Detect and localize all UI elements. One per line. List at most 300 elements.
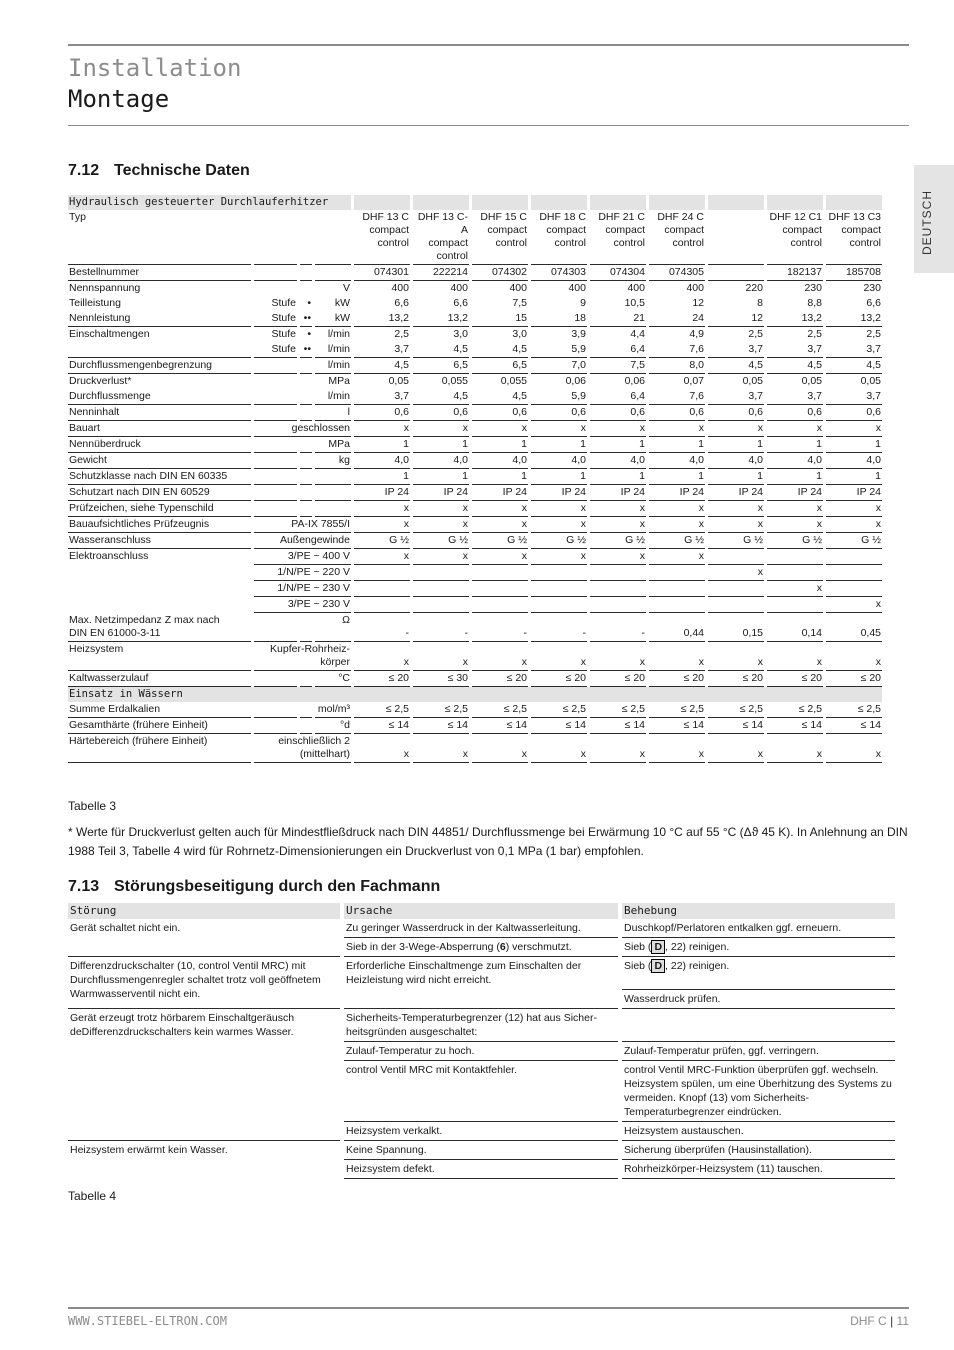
value-cell: 400 [509,282,527,294]
value-cell: 0,055 [441,375,468,387]
value-cell: x [531,517,587,533]
row-unit: PA-IX 7855/I [254,517,351,533]
value-cell: x [649,549,705,565]
value-cell: x [413,501,469,517]
value-cell: x [354,549,410,565]
value-cell: 21 [590,311,646,327]
row-section-wasser [68,687,882,702]
value-cell: ≤ 20 [531,671,587,687]
value-cell: ≤ 14 [826,718,882,734]
row-haertebereich [68,734,882,763]
value-cell: ≤ 14 [767,718,823,734]
value-cell: 1 [413,437,469,453]
page-title: Montage [68,85,170,113]
row-stufe: Stufe [254,311,297,327]
value-cell: x [649,421,705,437]
value-cell: 0,6 [354,405,410,421]
row-label: Elektroanschluss [69,550,149,562]
value-cell: 0,6 [531,405,587,421]
value-cell [531,581,587,597]
value-cell: x [826,501,882,517]
row-stufe [254,453,297,469]
value-cell: G ½ [531,533,587,549]
row-stufe-marker [300,210,312,265]
value-cell: x [413,421,469,437]
row-unit: 1/N/PE ~ 230 V [254,581,351,597]
row-stufe-marker [300,389,312,405]
value-cell: G ½ [472,533,528,549]
value-cell: x [354,501,410,517]
value-cell: IP 24 [413,485,469,501]
value-cell [649,565,705,581]
value-cell: 230 [804,282,822,294]
troubleshooting-table [64,903,899,1179]
value-cell: 4,0 [590,453,646,469]
row-stufe [254,210,297,265]
value-cell: ≤ 2,5 [590,702,646,718]
value-cell: 0,05 [742,375,763,387]
value-cell: ≤ 2,5 [708,702,764,718]
value-cell: DHF 13 C compact control [354,210,410,265]
row-stufe: Stufe [271,297,296,309]
value-cell: 2,5 [807,328,822,340]
row-nennueberdruck [68,437,882,453]
value-cell: 9 [580,297,586,309]
behebung-3d: Heizsystem austauschen. [622,1122,895,1141]
value-cell: 0,6 [767,405,823,421]
value-cell: ≤ 20 [767,671,823,687]
value-cell: 1 [649,469,705,485]
header-spacer [413,195,469,210]
row-stufe-marker [300,265,312,281]
row-unit: Ω [315,613,351,642]
value-cell: 4,0 [767,453,823,469]
row-label: Nenninhalt [68,405,251,421]
ursache-4b: Heizsystem defekt. [344,1160,618,1179]
row-label: Prüfzeichen, siehe Typenschild [68,501,251,517]
row-unit [315,469,351,485]
row-unit: Außengewinde [254,533,351,549]
value-cell: 1 [590,437,646,453]
value-cell [413,581,469,597]
behebung-3c: control Ventil MRC-Funktion überprüfen ggf. wechseln. Heizsystem spülen, um eine Überhitzung des Systems zu vermeiden. Knopf (13) vom Sicherheits-Temperaturbegrenzer eindrücken. [622,1061,895,1122]
row-unit: °d [315,718,351,734]
behebung-2b: Wasserdruck prüfen. [622,990,895,1009]
row-stufe-marker [300,501,312,517]
value-cell: 0,05 [860,375,881,387]
value-cell: 7,6 [649,342,705,358]
value-cell: 1 [649,437,705,453]
row-gewicht [68,453,882,469]
value-cell [708,581,764,597]
row-stufe: Stufe [254,342,297,358]
value-cell: x [649,517,705,533]
value-cell [767,597,823,613]
value-cell: x [472,517,528,533]
value-cell: 074305 [649,265,705,281]
value-cell: 1 [472,437,528,453]
header-spacer [767,195,823,210]
value-cell: - [354,613,410,642]
value-cell: 4,5 [472,389,528,405]
row-stufe-marker [300,702,312,718]
value-cell: ≤ 2,5 [649,702,705,718]
row-unit [315,265,351,281]
stoerung-3: Gerät erzeugt trotz hörbarem Einschaltgeräusch deDifferenzdruckschalters kein warmes Wasser. [68,1009,340,1141]
value-cell: x [531,734,587,763]
value-cell: 8,0 [649,358,705,374]
value-cell: ≤ 14 [472,718,528,734]
row-bestellnummer [68,265,882,281]
row-unit: 3/PE ~ 230 V [254,597,351,613]
value-cell: 15 [472,311,528,327]
value-cell: 230 [863,282,881,294]
value-cell: x [531,549,587,565]
header-spacer [590,195,646,210]
row-stufe-marker [300,405,312,421]
behebung-3a [622,1009,895,1042]
value-cell: x [354,642,410,671]
header-spacer [472,195,528,210]
behebung-3b: Zulauf-Temperatur prüfen, ggf. verringern. [622,1042,895,1061]
row-stufe-marker [300,281,312,296]
value-cell [826,565,882,581]
value-cell: x [413,642,469,671]
value-cell: 12 [692,297,704,309]
row-stufe [254,358,297,374]
value-cell: x [472,642,528,671]
value-cell: 1 [472,469,528,485]
value-cell: 13,2 [354,311,410,327]
row-label: Nennleistung [68,311,251,327]
value-cell [649,581,705,597]
row-wasseranschluss [68,533,882,549]
row-label: Heizsystem [68,642,251,671]
value-cell: 1 [531,437,587,453]
row-unit: geschlossen [254,421,351,437]
value-cell: 4,5 [826,358,882,374]
value-cell: x [708,642,764,671]
row-heizsystem [68,642,882,671]
row-stufe [254,281,297,296]
value-cell: G ½ [708,533,764,549]
value-cell: 0,6 [413,405,469,421]
value-cell: DHF 13 C3 compact control [826,210,882,265]
table-caption-3: Tabelle 3 [68,799,117,813]
value-cell: x [708,565,764,581]
value-cell: 13,2 [413,311,469,327]
row-elektro-1 [68,549,882,565]
row-unit: MPa [315,437,351,453]
row-unit: l/min [327,328,350,340]
value-cell: G ½ [590,533,646,549]
row-stufe [254,702,297,718]
value-cell: ≤ 20 [708,671,764,687]
value-cell: 4,0 [472,453,528,469]
value-cell: 13,2 [767,311,823,327]
value-cell: ≤ 2,5 [472,702,528,718]
value-cell: x [826,734,882,763]
value-cell: x [767,581,823,597]
value-cell: 1 [826,437,882,453]
value-cell: 7,5 [512,297,527,309]
value-cell: G ½ [767,533,823,549]
row-netzimpedanz [68,613,882,642]
value-cell [590,565,646,581]
row-nennleistung [68,311,882,327]
ursache-3a: Sicherheits-Temperaturbegrenzer (12) hat aus Sicherheitsgründen ausgeschaltet: [344,1009,618,1042]
value-cell [354,581,410,597]
value-cell: x [708,501,764,517]
value-cell: 1 [767,437,823,453]
footnote: * Werte für Druckverlust gelten auch für Mindestfließdruck nach DIN 44851/ Durchflussmenge bei Erwärmung 10 °C auf 55 °C (Δϑ 45 K). In Anlehnung an DIN 1988 Teil 3, Tabelle 4 wird für Rohrnetz-Dimensionierungen ein Druckverlust von 0,1 MPa (1 bar) empfohlen. [68,825,908,858]
value-cell: 4,0 [531,453,587,469]
value-cell: 074301 [354,265,410,281]
value-cell: 4,0 [649,453,705,469]
footer-rule [68,1307,909,1309]
value-cell: DHF 15 C compact control [472,210,528,265]
value-cell: x [472,549,528,565]
header-spacer [826,195,882,210]
row-stufe [254,613,297,642]
row-druckverlust [68,374,882,389]
value-cell: x [531,642,587,671]
row-einschaltmengen-1 [68,327,882,342]
row-label: Kaltwasserzulauf [68,671,251,687]
value-cell: 6,6 [453,297,468,309]
value-cell: 24 [649,311,705,327]
value-cell: 6,5 [472,358,528,374]
value-cell: 6,6 [394,297,409,309]
row-stufe [254,718,297,734]
page-number: 11 [896,1314,909,1328]
value-cell: 182137 [767,265,823,281]
value-cell [708,549,764,565]
value-cell: 1 [708,437,764,453]
value-cell: 3,0 [512,328,527,340]
value-cell: x [767,501,823,517]
value-cell: x [413,517,469,533]
row-unit: l/min [315,389,351,405]
value-cell: ≤ 2,5 [826,702,882,718]
value-cell [413,597,469,613]
value-cell [767,565,823,581]
value-cell [767,549,823,565]
value-cell: x [413,549,469,565]
value-cell: 0,06 [565,375,586,387]
row-elektro-3 [68,581,882,597]
value-cell: 400 [450,282,468,294]
row-stufe-marker: • [307,297,311,309]
value-cell: ≤ 14 [531,718,587,734]
value-cell: x [767,642,823,671]
row-unit: Kupfer-Rohrheiz- körper [254,642,351,671]
row-label: Schutzart nach DIN EN 60529 [68,485,251,501]
value-cell: 0,055 [500,375,527,387]
value-cell [708,265,764,281]
value-cell: 7,5 [590,358,646,374]
value-cell: x [590,549,646,565]
value-cell: 6,5 [413,358,469,374]
row-label: Bestellnummer [68,265,251,281]
value-cell [649,597,705,613]
value-cell: 074302 [472,265,528,281]
value-cell: ≤ 20 [826,671,882,687]
row-unit: 1/N/PE ~ 220 V [254,565,351,581]
row-label: Nennüberdruck [68,437,251,453]
value-cell [472,581,528,597]
value-cell [472,597,528,613]
table-caption-4: Tabelle 4 [68,1189,117,1203]
value-cell: 4,0 [708,453,764,469]
value-cell: 4,4 [630,328,645,340]
row-stufe [254,501,297,517]
value-cell [354,565,410,581]
row-pruefzeichen [68,501,882,517]
row-stufe-marker [300,485,312,501]
value-cell: x [472,734,528,763]
row-stufe-marker [300,453,312,469]
value-cell: x [767,517,823,533]
row-unit [315,485,351,501]
row-stufe: Stufe [271,328,296,340]
value-cell: ≤ 2,5 [767,702,823,718]
value-cell: 4,0 [826,453,882,469]
value-cell: ≤ 14 [413,718,469,734]
value-cell: 400 [568,282,586,294]
value-cell: 0,6 [826,405,882,421]
row-stufe-marker: •• [300,342,312,358]
value-cell: x [472,501,528,517]
behebung-4a: Sicherung überprüfen (Hausinstallation). [622,1141,895,1160]
row-unit: MPa [328,375,350,387]
value-cell: 0,15 [708,613,764,642]
value-cell: x [590,517,646,533]
value-cell: 3,0 [453,328,468,340]
value-cell: x [354,734,410,763]
row-label: Nennspannung [69,282,141,294]
value-cell: DHF 18 C compact control [531,210,587,265]
value-cell: - [472,613,528,642]
row-label: Typ [68,210,251,265]
value-cell: 0,6 [649,405,705,421]
value-cell: 4,9 [689,328,704,340]
row-nennspannung [68,281,882,296]
row-label: Schutzklasse nach DIN EN 60335 [68,469,251,485]
section-heading-technische-daten: 7.12 Technische Daten [68,162,250,179]
value-cell: x [649,501,705,517]
value-cell: DHF 21 C compact control [590,210,646,265]
value-cell: 13,2 [826,311,882,327]
value-cell: IP 24 [531,485,587,501]
header-spacer [354,195,410,210]
value-cell: 8 [757,297,763,309]
value-cell: x [413,734,469,763]
row-unit: kW [315,311,351,327]
value-cell: x [649,642,705,671]
value-cell: 0,6 [590,405,646,421]
value-cell: 12 [708,311,764,327]
row-unit: kW [334,297,350,309]
value-cell: IP 24 [590,485,646,501]
value-cell: 4,5 [413,342,469,358]
row-stufe-marker [300,358,312,374]
value-cell: 0,06 [624,375,645,387]
value-cell: 400 [391,282,409,294]
row-label: Einschaltmengen [69,328,150,340]
row-schutzklasse [68,469,882,485]
language-tab-label: DEUTSCH [920,189,934,255]
section-title-wasser: Einsatz in Wässern [68,687,882,702]
value-cell: IP 24 [708,485,764,501]
value-cell: 400 [686,282,704,294]
value-cell: 1 [826,469,882,485]
row-unit: l/min [315,358,351,374]
row-einschaltmengen-2 [68,342,882,358]
ursache-3d: Heizsystem verkalkt. [344,1122,618,1141]
behebung-2a: Sieb ( D , 22) reinigen. [622,957,895,990]
value-cell: 3,7 [708,389,764,405]
d-symbol: D [651,940,665,954]
value-cell: ≤ 2,5 [413,702,469,718]
row-stufe [254,265,297,281]
value-cell: 3,7 [354,342,410,358]
spec-table [65,195,885,763]
ursache-4a: Keine Spannung. [344,1141,618,1160]
value-cell: 3,7 [708,342,764,358]
row-unit: l/min [315,342,351,358]
value-cell: 4,0 [354,453,410,469]
value-cell: G ½ [354,533,410,549]
footer-url: WWW.STIEBEL-ELTRON.COM [68,1314,227,1328]
value-cell: x [767,421,823,437]
value-cell: ≤ 14 [590,718,646,734]
value-cell: 7,0 [531,358,587,374]
value-cell [708,210,764,265]
value-cell: ≤ 14 [649,718,705,734]
value-cell: - [590,613,646,642]
value-cell [531,597,587,613]
row-unit: mol/m³ [315,702,351,718]
value-cell: 5,9 [531,342,587,358]
row-gesamthaerte [68,718,882,734]
ursache-1b: Sieb in der 3-Wege-Absperrung (6) verschmutzt. [344,938,618,957]
row-nenninhalt [68,405,882,421]
row-teilleistung [68,296,882,311]
row-stufe-marker [300,718,312,734]
row-label: Härtebereich (frühere Einheit) [68,734,251,763]
value-cell: ≤ 14 [354,718,410,734]
value-cell: 3,7 [767,389,823,405]
row-stufe-marker [300,374,312,389]
value-cell: 1 [590,469,646,485]
value-cell: 1 [531,469,587,485]
stoerung-1: Gerät schaltet nicht ein. [68,919,340,957]
value-cell: x [472,421,528,437]
row-stufe-marker [300,613,312,642]
value-cell: 18 [531,311,587,327]
value-cell: x [708,734,764,763]
value-cell: ≤ 20 [472,671,528,687]
value-cell: x [826,597,882,613]
value-cell: 0,05 [388,375,409,387]
value-cell: G ½ [826,533,882,549]
value-cell: 2,5 [394,328,409,340]
behebung-1a: Duschkopf/Perlatoren entkalken ggf. erneuern. [622,919,895,938]
value-cell: 3,7 [354,389,410,405]
row-unit [315,210,351,265]
row-stufe [254,374,297,389]
